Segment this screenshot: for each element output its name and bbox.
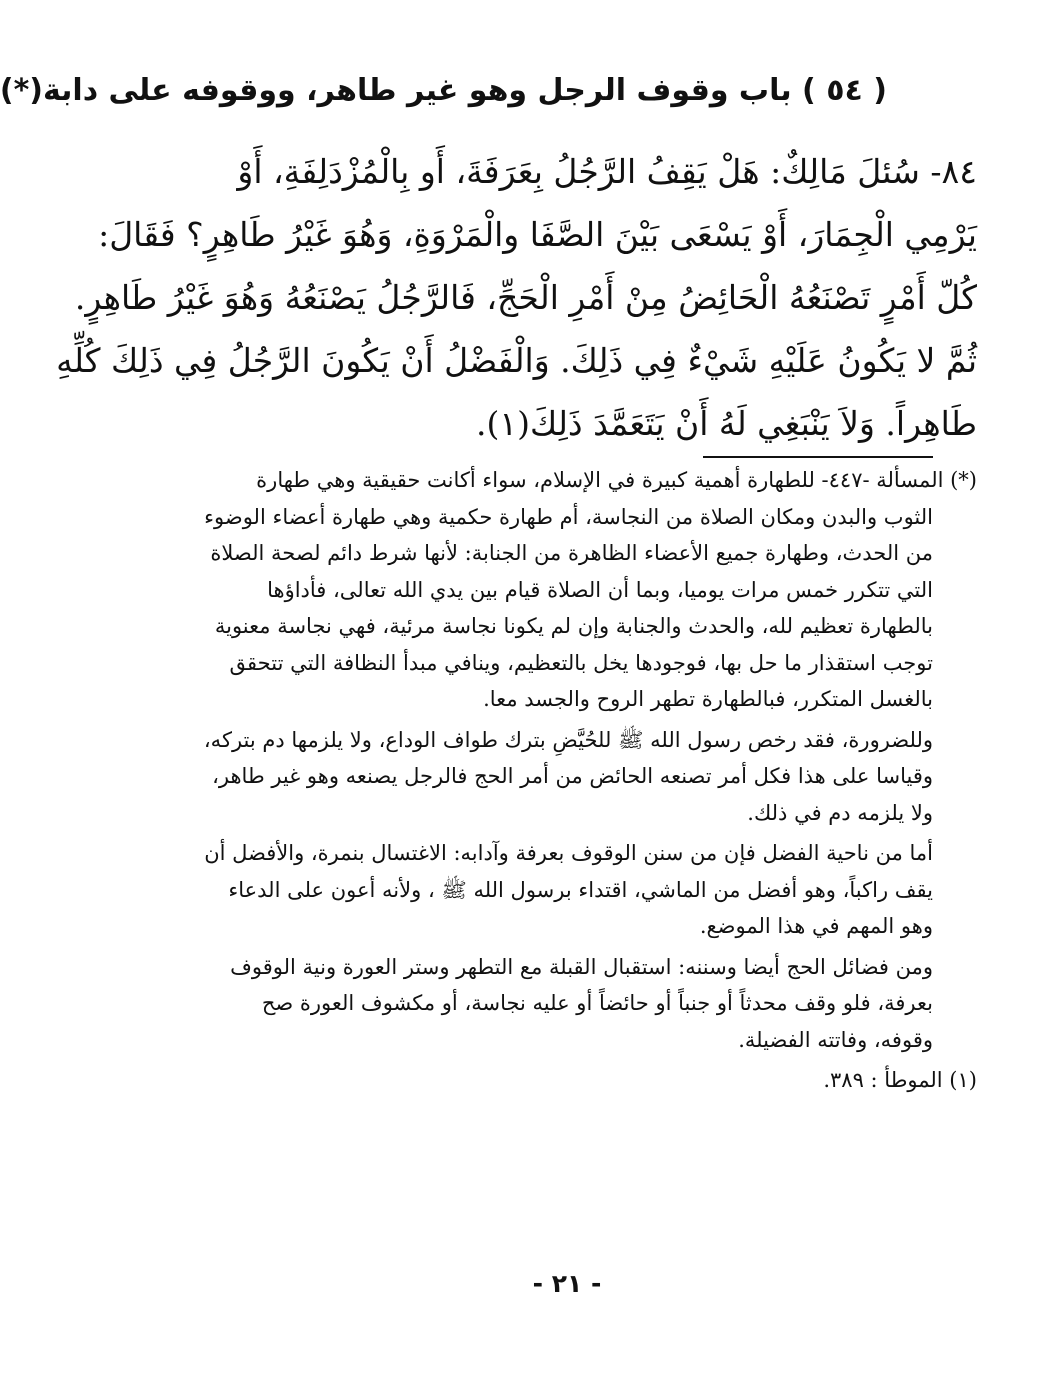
- footnote-reference: [147, 1062, 977, 1099]
- footnote-line: وقياسا على هذا فكل أمر تصنعه الحائض من أمر الحج فالرجل يصنعه وهو غير طاهر،: [212, 764, 933, 788]
- footnote-line: التي تتكرر خمس مرات يوميا، وبما أن الصلاة قيام بين يدي الله تعالى، فأداؤها: [267, 577, 933, 602]
- footnote-line: (١) الموطأ : ٣٨٩.: [823, 1068, 977, 1092]
- footnote-line: وقوفه، وفاتته الفضيلة.: [738, 1027, 933, 1052]
- footnote-line: بالطهارة تعظيم لله، والحدث والجنابة وإن لم يكونا نجاسة مرئية، فهي نجاسة معنوية: [214, 614, 933, 638]
- footnote-separator: [703, 456, 933, 458]
- footnote-paragraph: [147, 835, 977, 945]
- footnote-line: الثوب والبدن ومكان الصلاة من النجاسة، أم طهارة حكمية وهي طهارة أعضاء الوضوء: [204, 504, 933, 529]
- footnote-line: يقف راكباً، وهو أفضل من الماشي، اقتداء برسول الله ﷺ ، ولأنه أعون على الدعاء: [228, 877, 933, 902]
- footnote-line: بعرفة، فلو وقف محدثاً أو جنباً أو حائضاً أو عليه نجاسة، أو مكشوف العورة صح: [261, 991, 933, 1015]
- footnote-paragraph: [147, 949, 977, 1059]
- main-text-line: طَاهِراً. وَلاَ يَنْبَغِي لَهُ أَنْ يَتَعَمَّدَ ذَلِكَ(١).: [476, 404, 977, 443]
- main-text-line: يَرْمِي الْجِمَارَ، أَوْ يَسْعَى بَيْنَ الصَّفَا والْمَرْوَةِ، وَهُوَ غَيْرُ طَاهِرٍ؟ فَقَالَ:: [98, 215, 977, 254]
- footnote-paragraph: [147, 462, 977, 718]
- main-text-line: ٨٤- سُئلَ مَالِكٌ: هَلْ يَقِفُ الرَّجُلُ بِعَرَفَةَ، أَو بِالْمُزْدَلِفَةِ، أَوْ: [237, 152, 977, 191]
- footnote-line: وهو المهم في هذا الموضع.: [699, 914, 933, 938]
- page-number: - ٢١ -: [532, 1269, 602, 1298]
- footnote-line: توجب استقذار ما حل بها، فوجودها يخل بالتعظيم، وينافي مبدأ النظافة التي تتحقق: [229, 650, 933, 675]
- footnote-line: (*) المسألة -٤٤٧- للطهارة أهمية كبيرة في الإسلام، سواء أكانت حقيقية وهي طهارة: [256, 468, 977, 492]
- footnote-line: وللضرورة، فقد رخص رسول الله ﷺ للحُيَّضِ بترك طواف الوداع، ولا يلزمها دم بتركه،: [203, 727, 933, 752]
- footnote-paragraph: [147, 722, 977, 832]
- main-text: [56, 140, 977, 455]
- footnote-line: ومن فضائل الحج أيضا وسننه: استقبال القبلة مع التطهر وستر العورة ونية الوقوف: [230, 954, 933, 979]
- footnote-line: أما من ناحية الفضل فإن من سنن الوقوف بعرفة وآدابه: الاغتسال بنمرة، والأفضل أن: [204, 841, 933, 865]
- footnote-line: بالغسل المتكرر، فبالطهارة تطهر الروح والجسد معا.: [483, 687, 933, 711]
- footnotes: [147, 462, 977, 1103]
- footnote-line: من الحدث، وطهارة جميع الأعضاء الظاهرة من الجنابة: لأنها شرط دائم لصحة الصلاة: [210, 541, 933, 565]
- main-text-line: كُلّ أَمْرٍ تَصْنَعُهُ الْحَائِضُ مِنْ أَمْرِ الْحَجِّ، فَالرَّجُلُ يَصْنَعُهُ وَهُوَ غَيْرُ طَاهِرٍ.: [74, 278, 977, 317]
- chapter-title: ( ٥٤ ) باب وقوف الرجل وهو غير طاهر، ووقوفه على دابة(*): [0, 73, 887, 108]
- main-text-line: ثُمَّ لا يَكُونُ عَلَيْهِ شَيْءٌ فِي ذَلِكَ. وَالْفَضْلُ أَنْ يَكُونَ الرَّجُلُ فِي ذَلِكَ كُلِّهِ: [56, 341, 977, 380]
- footnote-line: ولا يلزمه دم في ذلك.: [747, 800, 933, 825]
